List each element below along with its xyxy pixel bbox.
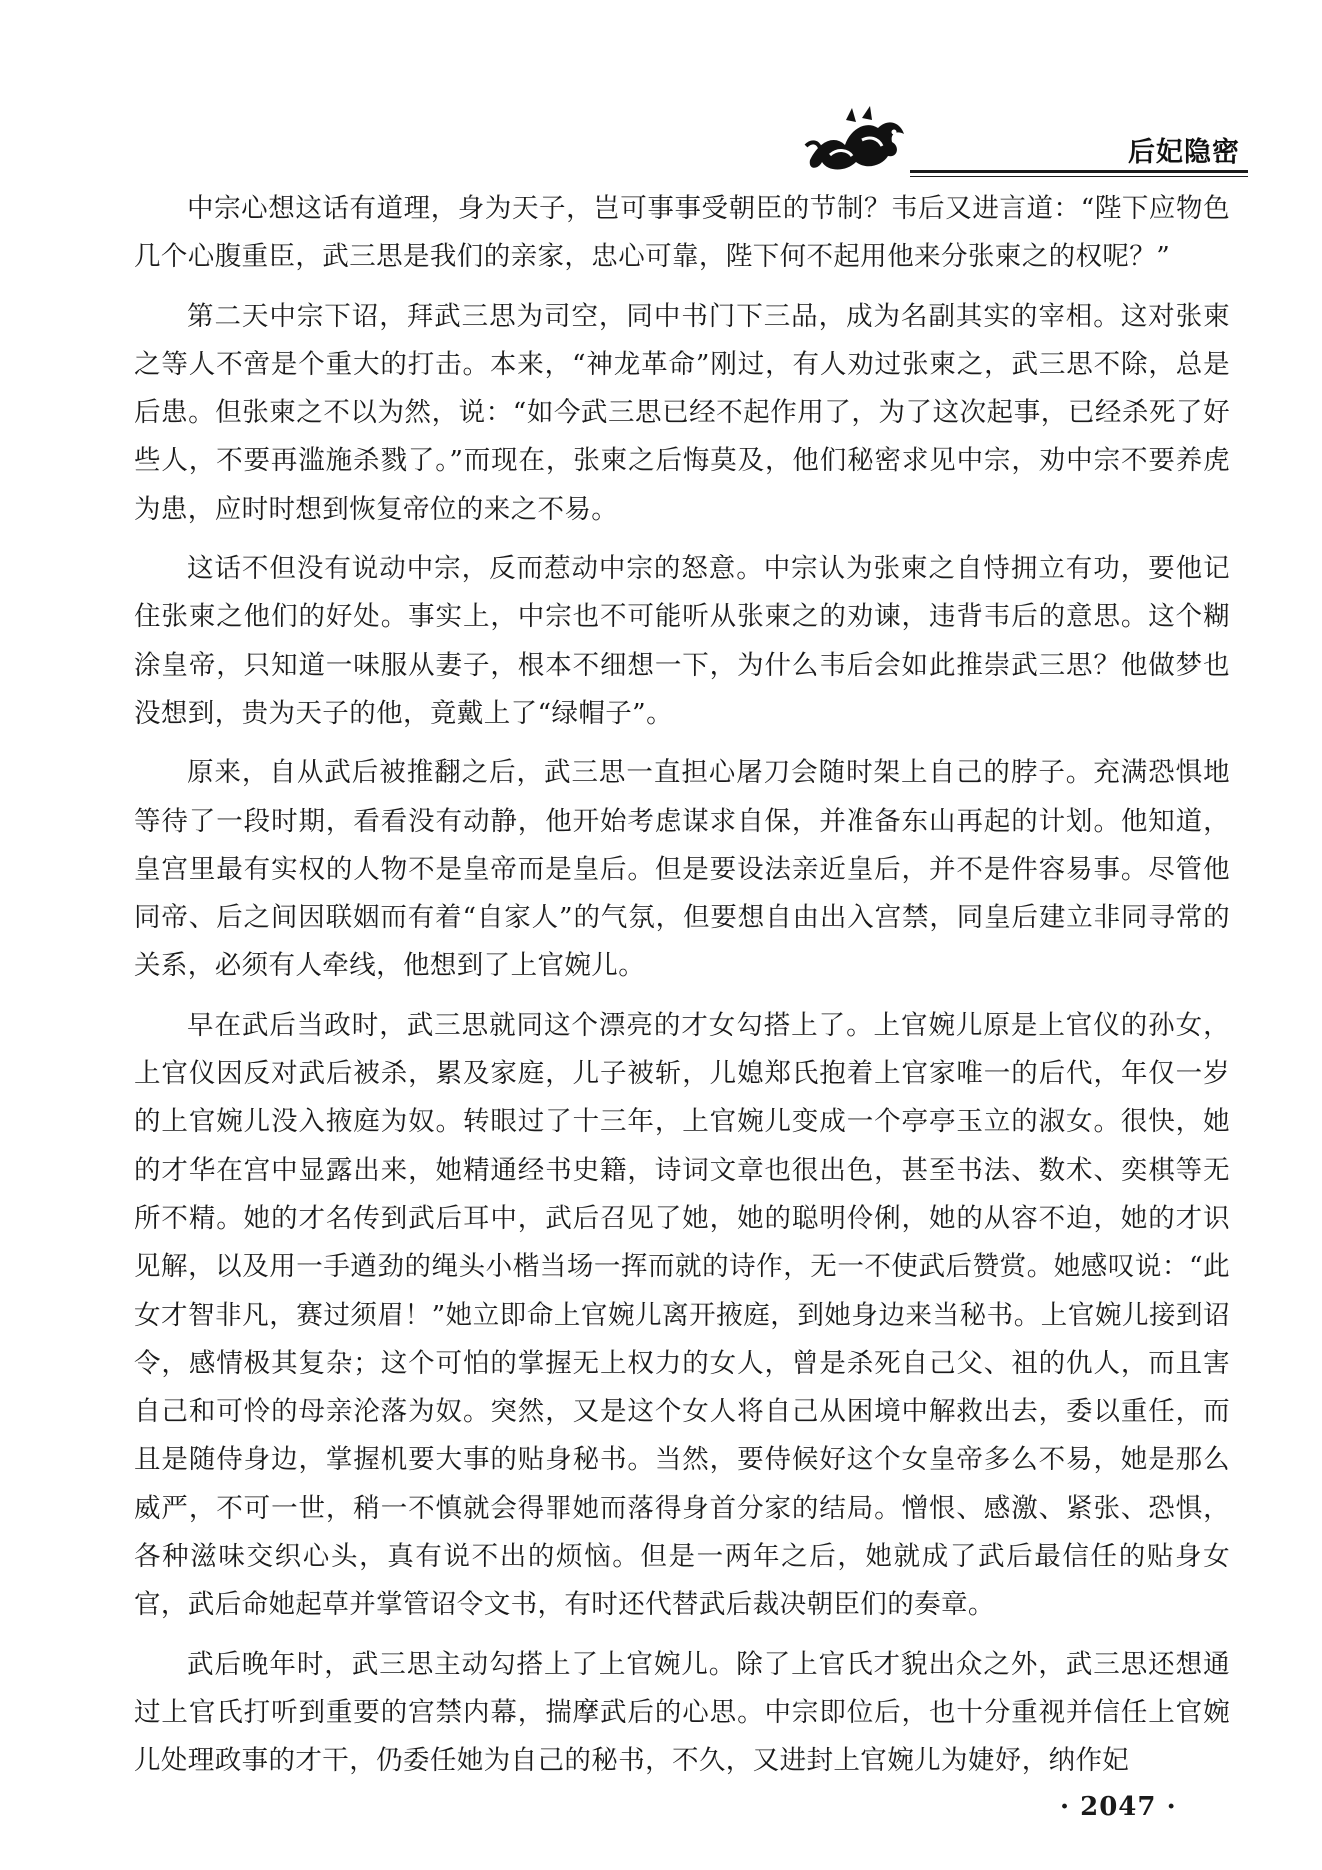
- paragraph: 这话不但没有说动中宗，反而惹动中宗的怒意。中宗认为张柬之自恃拥立有功，要他记住张柬之他们的好处。事实上，中宗也不可能听从张柬之的劝谏，违背韦后的意思。这个糊涂皇帝，只知道一味服从妻子，根本不细想一下，为什么韦后会如此推崇武三思？他做梦也没想到，贵为天子的他，竟戴上了“绿帽子”。: [134, 553, 1230, 729]
- paragraph: 中宗心想这话有道理，身为天子，岂可事事受朝臣的节制？韦后又进言道：“陛下应物色几个心腹重臣，武三思是我们的亲家，忠心可靠，陛下何不起用他来分张柬之的权呢？”: [134, 193, 1230, 273]
- paragraph: 武后晚年时，武三思主动勾搭上了上官婉儿。除了上官氏才貌出众之外，武三思还想通过上官氏打听到重要的宫禁内幕，揣摩武后的心思。中宗即位后，也十分重视并信任上官婉儿处理政事的才干，仍委任她为自己的秘书，不久，又进封上官婉儿为婕妤，纳作妃: [134, 1648, 1230, 1777]
- header-rule: [910, 170, 1248, 173]
- dragon-ornament-icon: [800, 100, 910, 178]
- body-text: [134, 185, 1230, 1797]
- paragraph: 早在武后当政时，武三思就同这个漂亮的才女勾搭上了。上官婉儿原是上官仪的孙女，上官仪因反对武后被杀，累及家庭，儿子被斩，儿媳郑氏抱着上官家唯一的后代，年仅一岁的上官婉儿没入掖庭为奴。转眼过了十三年，上官婉儿变成一个亭亭玉立的淑女。很快，她的才华在宫中显露出来，她精通经书史籍，诗词文章也很出色，甚至书法、数术、奕棋等无所不精。她的才名传到武后耳中，武后召见了她，她的聪明伶俐，她的从容不迫，她的才识见解，以及用一手遒劲的绳头小楷当场一挥而就的诗作，无一不使武后赞赏。她感叹说：“此女才智非凡，赛过须眉！”她立即命上官婉儿离开掖庭，到她身边来当秘书。上官婉儿接到诏令，感情极其复杂；这个可怕的掌握无上权力的女人，曾是杀死自己父、祖的仇人，而且害自己和可怜的母亲沦落为奴。突然，又是这个女人将自己从困境中解救出去，委以重任，而且是随侍身边，掌握机要大事的贴身秘书。当然，要侍候好这个女皇帝多么不易，她是那么威严，不可一世，稍一不慎就会得罪她而落得身首分家的结局。憎恨、感激、紧张、恐惧，各种滋味交织心头，真有说不出的烦恼。但是一两年之后，她就成了武后最信任的贴身女官，武后命她起草并掌管诏令文书，有时还代替武后裁决朝臣们的奏章。: [134, 1009, 1230, 1621]
- header-rule-thin: [910, 176, 1248, 177]
- running-header: [780, 100, 1248, 178]
- page-number-value: 2047: [1080, 1792, 1157, 1822]
- page-number-dot-right: ·: [1166, 1792, 1177, 1822]
- page-number-dot-left: ·: [1060, 1792, 1071, 1822]
- paragraph: 原来，自从武后被推翻之后，武三思一直担心屠刀会随时架上自己的脖子。充满恐惧地等待了一段时期，看看没有动静，他开始考虑谋求自保，并准备东山再起的计划。他知道，皇宫里最有实权的人物不是皇帝而是皇后。但是要设法亲近皇后，并不是件容易事。尽管他同帝、后之间因联姻而有着“自家人”的气氛，但要想自由出入宫禁，同皇后建立非同寻常的关系，必须有人牵线，他想到了上官婉儿。: [134, 757, 1230, 982]
- page-number: [1060, 1792, 1177, 1822]
- paragraph: 第二天中宗下诏，拜武三思为司空，同中书门下三品，成为名副其实的宰相。这对张柬之等人不啻是个重大的打击。本来，“神龙革命”刚过，有人劝过张柬之，武三思不除，总是后患。但张柬之不以为然，说：“如今武三思已经不起作用了，为了这次起事，已经杀死了好些人，不要再滥施杀戮了。”而现在，张柬之后悔莫及，他们秘密求见中宗，劝中宗不要养虎为患，应时时想到恢复帝位的来之不易。: [134, 300, 1230, 525]
- running-header-title: 后妃隐密: [1128, 137, 1240, 168]
